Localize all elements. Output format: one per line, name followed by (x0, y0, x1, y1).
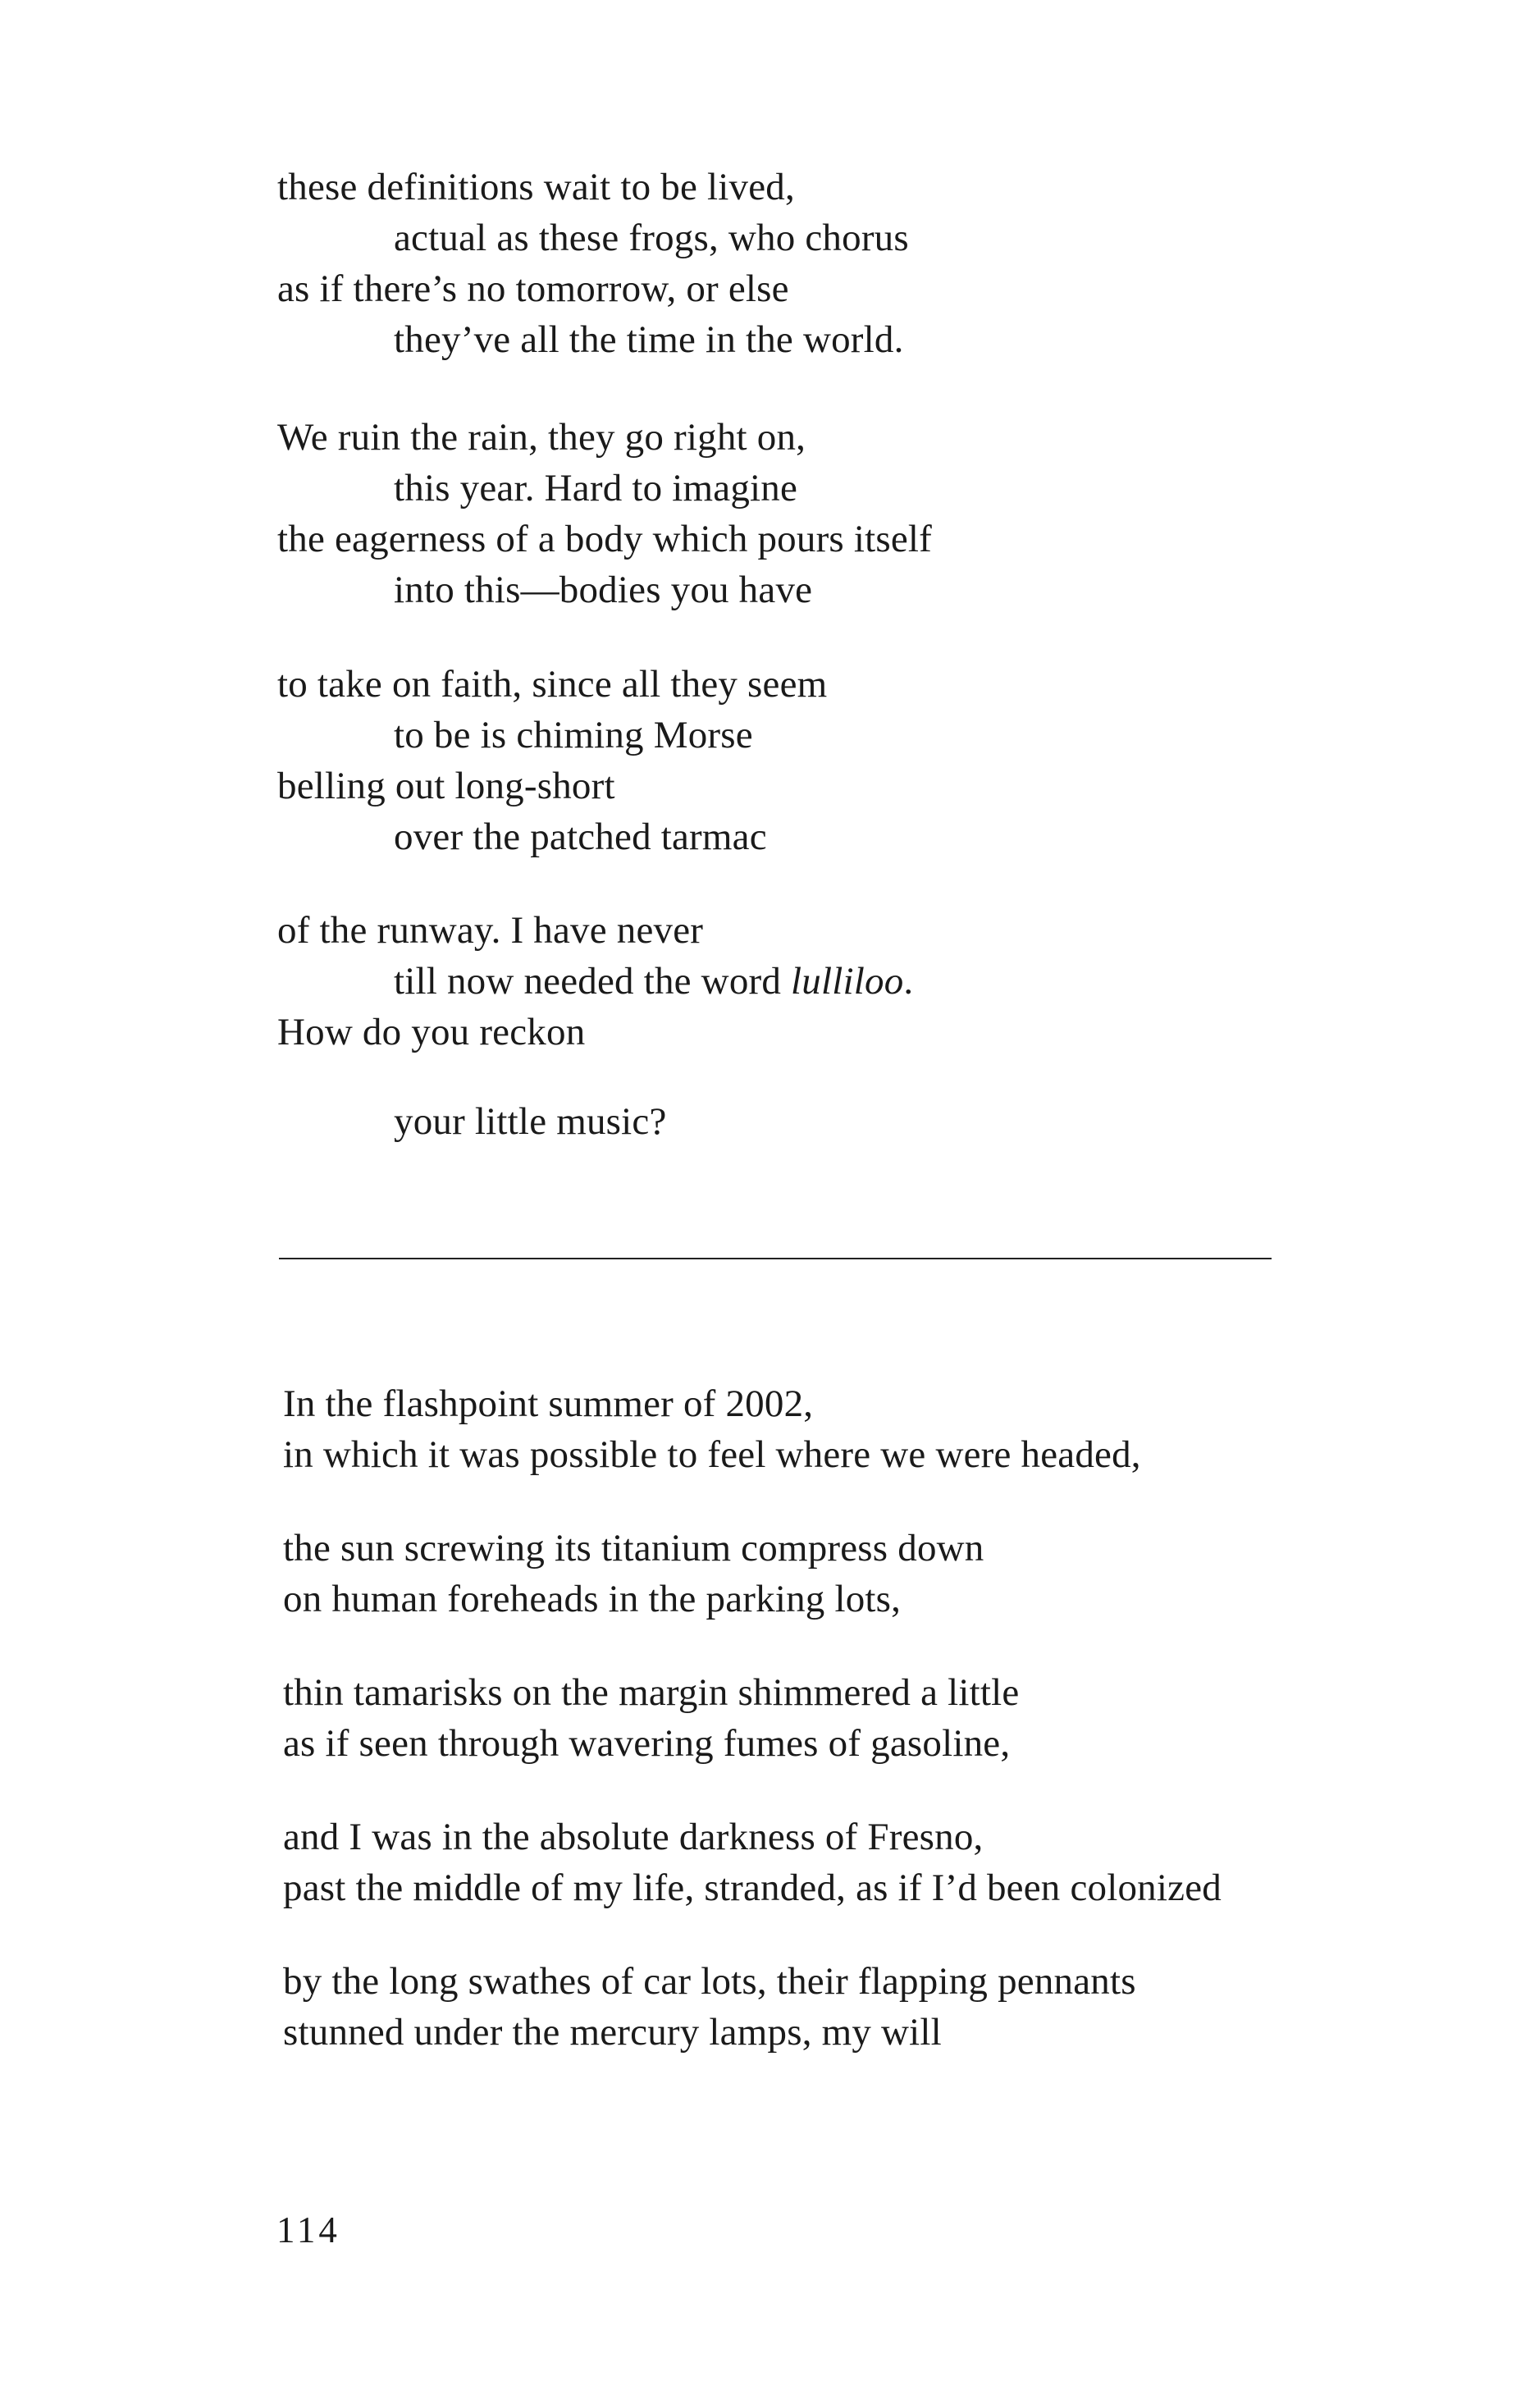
poem-line: your little music? (394, 1100, 667, 1143)
poem-line: to be is chiming Morse (394, 714, 753, 756)
poem-line: the eagerness of a body which pours itself (277, 518, 933, 560)
poem-line-text: till now needed the word (394, 960, 792, 1003)
poem-line: to take on faith, since all they seem (277, 663, 828, 706)
poem-line: into this—bodies you have (394, 569, 813, 611)
poem-line: these definitions wait to be lived, (277, 166, 795, 208)
poem-line: How do you reckon (277, 1011, 586, 1053)
poem-line: thin tamarisks on the margin shimmered a little (283, 1671, 1020, 1714)
section-divider (279, 1258, 1272, 1259)
poem-line: by the long swathes of car lots, their flapping pennants (283, 1960, 1136, 2003)
poem-line: of the runway. I have never (277, 909, 704, 952)
poem-line: this year. Hard to imagine (394, 467, 798, 509)
poem-line: In the flashpoint summer of 2002, (283, 1382, 814, 1425)
poem-line: they’ve all the time in the world. (394, 318, 904, 361)
poem-line: actual as these frogs, who chorus (394, 217, 909, 259)
italic-word: lulliloo (791, 960, 904, 1003)
poem-line: belling out long-short (277, 765, 615, 807)
poem-line: We ruin the rain, they go right on, (277, 416, 806, 459)
poem-line: in which it was possible to feel where we were headed, (283, 1433, 1141, 1476)
poem-line: on human foreheads in the parking lots, (283, 1578, 902, 1620)
poem-line: the sun screwing its titanium compress down (283, 1527, 984, 1570)
poem-line: as if seen through wavering fumes of gasoline, (283, 1722, 1011, 1765)
poem-line-punct: . (903, 960, 914, 1003)
poem-line (394, 957, 913, 1006)
poem-line: stunned under the mercury lamps, my will (283, 2011, 942, 2054)
poem-line: and I was in the absolute darkness of Fresno, (283, 1816, 984, 1858)
page-number: 114 (276, 2209, 340, 2250)
poem-line: past the middle of my life, stranded, as if I’d been colonized (283, 1867, 1222, 1909)
poem-line: over the patched tarmac (394, 816, 767, 858)
poem-line: as if there’s no tomorrow, or else (277, 267, 789, 310)
